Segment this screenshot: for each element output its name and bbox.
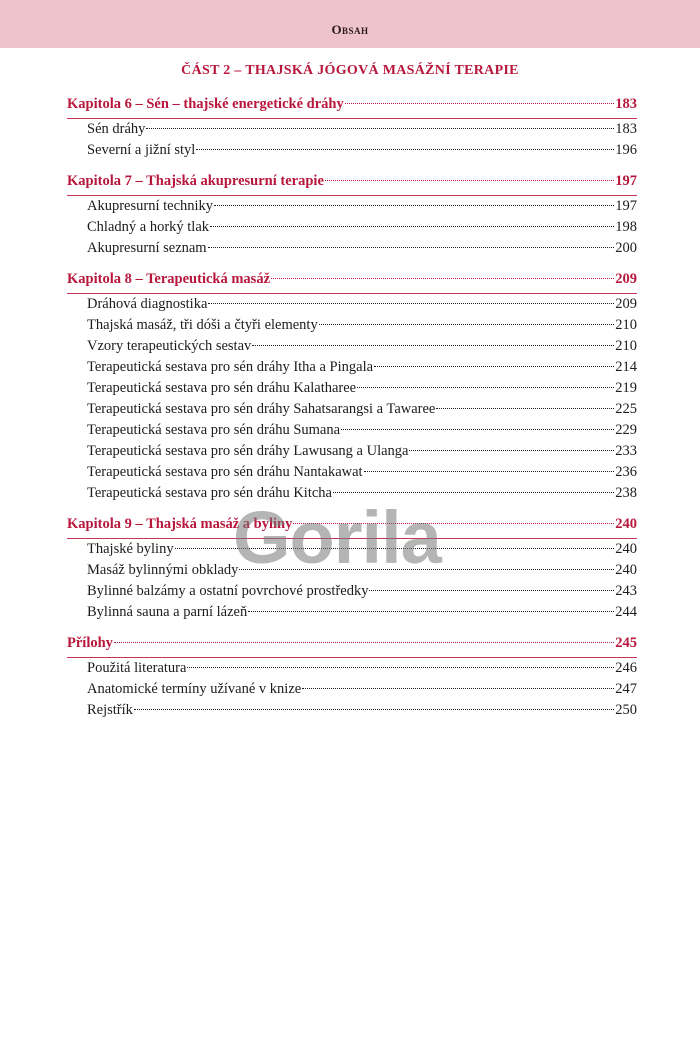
toc-chapter-title: Kapitola 9 – Thajská masáž a byliny [67,516,293,532]
dot-leader [134,709,614,710]
dot-leader [293,523,614,524]
toc-entry[interactable] [67,140,637,161]
toc-entry-title: Akupresurní techniky [87,198,214,214]
toc-entry[interactable] [67,602,637,623]
part-title: ČÁST 2 – THAJSKÁ JÓGOVÁ MASÁŽNÍ TERAPIE [181,63,519,78]
toc-entry-title: Terapeutická sestava pro sén dráhu Kitcha [87,485,332,501]
toc-entry[interactable] [67,560,637,581]
dot-leader [196,149,614,150]
toc-entry[interactable] [67,357,637,378]
dot-leader [187,667,614,668]
dot-leader [341,429,614,430]
page-number: 229 [615,422,637,438]
toc-entry-title: Terapeutická sestava pro sén dráhy Itha a Pingala [87,359,374,375]
toc-entry[interactable] [67,658,637,679]
page-number: 183 [615,96,637,112]
page-number: 240 [615,516,637,532]
toc-chapter-title: Přílohy [67,635,113,651]
dot-leader [319,324,615,325]
page-number: 198 [615,219,637,235]
toc-entry-title: Terapeutická sestava pro sén dráhu Kalatharee [87,380,357,396]
page-number: 238 [615,485,637,501]
toc-entry-title: Terapeutická sestava pro sén dráhu Nantakawat [87,464,363,480]
toc-entry-title: Severní a jižní styl [87,142,196,158]
dot-leader [302,688,614,689]
dot-leader [214,205,614,206]
page-number: 200 [615,240,637,256]
toc-entry-title: Terapeutická sestava pro sén dráhu Sumana [87,422,341,438]
page-number: 210 [615,338,637,354]
page-header-title: Obsah [331,22,369,37]
toc-chapter[interactable] [67,94,637,115]
table-of-contents [67,94,637,721]
toc-entry-title: Terapeutická sestava pro sén dráhy Sahatsarangsi a Tawaree [87,401,436,417]
toc-entry[interactable] [67,119,637,140]
page-number: 247 [615,681,637,697]
page-number: 209 [615,271,637,287]
toc-entry[interactable] [67,238,637,259]
toc-entry-title: Chladný a horký tlak [87,219,210,235]
dot-leader [210,226,614,227]
toc-entry-title: Vzory terapeutických sestav [87,338,252,354]
toc-chapter[interactable] [67,633,637,654]
toc-entry-title: Sén dráhy [87,121,146,137]
watermark-logo: Gorila [233,496,441,579]
toc-entry-title: Použitá literatura [87,660,187,676]
dot-leader [364,471,615,472]
toc-chapter[interactable] [67,171,637,192]
toc-entry-title: Bylinná sauna a parní lázeň [87,604,248,620]
toc-entry[interactable] [67,462,637,483]
toc-entry-title: Thajské byliny [87,541,174,557]
toc-entry-title: Akupresurní seznam [87,240,207,256]
toc-entry[interactable] [67,217,637,238]
toc-entry[interactable] [67,483,637,504]
dot-leader [175,548,615,549]
page-number: 209 [615,296,637,312]
toc-chapter-title: Kapitola 6 – Sén – thajské energetické dráhy [67,96,344,112]
toc-entry[interactable] [67,378,637,399]
page-number: 243 [615,583,637,599]
page-number: 240 [615,562,637,578]
page-number: 236 [615,464,637,480]
toc-entry-title: Thajská masáž, tři dóši a čtyři elementy [87,317,318,333]
page-number: 244 [615,604,637,620]
toc-entry[interactable] [67,420,637,441]
dot-leader [345,103,615,104]
toc-entry[interactable] [67,441,637,462]
page-number: 214 [615,359,637,375]
toc-entry[interactable] [67,581,637,602]
toc-entry-title: Dráhová diagnostika [87,296,208,312]
dot-leader [252,345,614,346]
page-number: 225 [615,401,637,417]
dot-leader [208,303,614,304]
page-number: 183 [615,121,637,137]
dot-leader [409,450,614,451]
page-number: 245 [615,635,637,651]
toc-chapter-title: Kapitola 8 – Terapeutická masáž [67,271,271,287]
toc-entry[interactable] [67,539,637,560]
toc-entry[interactable] [67,700,637,721]
toc-chapter[interactable] [67,269,637,290]
dot-leader [239,569,614,570]
dot-leader [114,642,614,643]
dot-leader [374,366,614,367]
toc-entry[interactable] [67,679,637,700]
dot-leader [271,278,614,279]
dot-leader [369,590,614,591]
dot-leader [146,128,614,129]
page-number: 197 [615,173,637,189]
toc-entry-title: Anatomické termíny užívané v knize [87,681,302,697]
toc-entry-title: Terapeutická sestava pro sén dráhy Lawusang a Ulanga [87,443,409,459]
dot-leader [357,387,614,388]
dot-leader [436,408,614,409]
toc-entry-title: Masáž bylinnými obklady [87,562,239,578]
toc-entry[interactable] [67,399,637,420]
dot-leader [208,247,615,248]
toc-chapter-title: Kapitola 7 – Thajská akupresurní terapie [67,173,324,189]
page-number: 233 [615,443,637,459]
toc-entry[interactable] [67,336,637,357]
toc-entry-title: Bylinné balzámy a ostatní povrchové prostředky [87,583,369,599]
toc-entry[interactable] [67,196,637,217]
page-number: 210 [615,317,637,333]
page-number: 250 [615,702,637,718]
page-number: 196 [615,142,637,158]
page-number: 246 [615,660,637,676]
toc-entry-title: Rejstřík [87,702,133,718]
toc-entry[interactable] [67,294,637,315]
page-number: 219 [615,380,637,396]
dot-leader [248,611,614,612]
dot-leader [325,180,614,181]
dot-leader [333,492,614,493]
page-number: 197 [615,198,637,214]
toc-entry[interactable] [67,315,637,336]
page-number: 240 [615,541,637,557]
toc-chapter[interactable] [67,514,637,535]
